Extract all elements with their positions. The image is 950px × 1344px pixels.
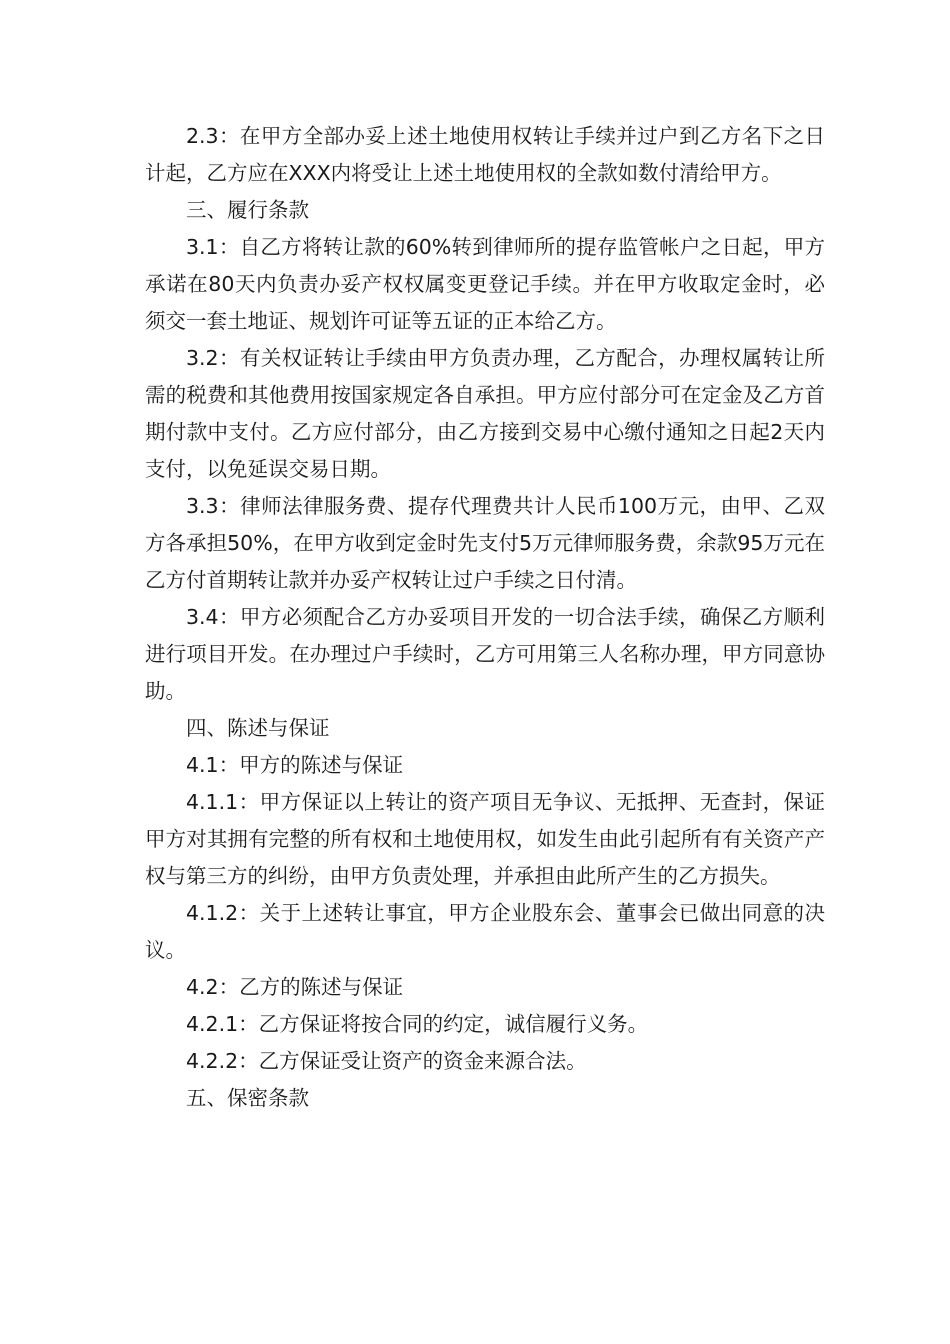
clause-3-2: 3.2：有关权证转让手续由甲方负责办理，乙方配合，办理权属转让所需的税费和其他费用按国家规定各自承担。甲方应付部分可在定金及乙方首期付款中支付。乙方应付部分，由乙方接到交易中心缴付通知之日起2天内支付，以免延误交易日期。	[145, 346, 825, 481]
clause-3-3: 3.3：律师法律服务费、提存代理费共计人民币100万元，由甲、乙双方各承担50%，在甲方收到定金时先支付5万元律师服务费，余款95万元在乙方付首期转让款并办妥产权转让过户手续之日付清。	[145, 494, 825, 592]
document-body	[145, 118, 825, 1117]
clause-4-2: 4.2：乙方的陈述与保证	[186, 975, 404, 999]
clause-4-1-2: 4.1.2：关于上述转让事宜，甲方企业股东会、董事会已做出同意的决议。	[145, 901, 825, 962]
clause-3-1: 3.1：自乙方将转让款的60%转到律师所的提存监管帐户之日起，甲方承诺在80天内负责办妥产权权属变更登记手续。并在甲方收取定金时，必须交一套土地证、规划许可证等五证的正本给乙方。	[145, 235, 825, 333]
clause-4-1: 4.1：甲方的陈述与保证	[186, 753, 404, 777]
clause-4-2-2: 4.2.2：乙方保证受让资产的资金来源合法。	[186, 1049, 587, 1073]
section-heading-confidentiality: 五、保密条款	[186, 1086, 309, 1110]
section-heading-performance: 三、履行条款	[186, 198, 309, 222]
clause-3-4: 3.4：甲方必须配合乙方办妥项目开发的一切合法手续，确保乙方顺利进行项目开发。在办理过户手续时，乙方可用第三人名称办理，甲方同意协助。	[145, 605, 825, 703]
section-heading-representations: 四、陈述与保证	[186, 716, 330, 740]
clause-4-2-1: 4.2.1：乙方保证将按合同的约定，诚信履行义务。	[186, 1012, 649, 1036]
clause-4-1-1: 4.1.1：甲方保证以上转让的资产项目无争议、无抵押、无查封，保证甲方对其拥有完整的所有权和土地使用权，如发生由此引起所有有关资产产权与第三方的纠纷，由甲方负责处理，并承担由此所产生的乙方损失。	[145, 790, 825, 888]
clause-2-3: 2.3：在甲方全部办妥上述土地使用权转让手续并过户到乙方名下之日计起，乙方应在XXX内将受让上述土地使用权的全款如数付清给甲方。	[145, 124, 825, 185]
